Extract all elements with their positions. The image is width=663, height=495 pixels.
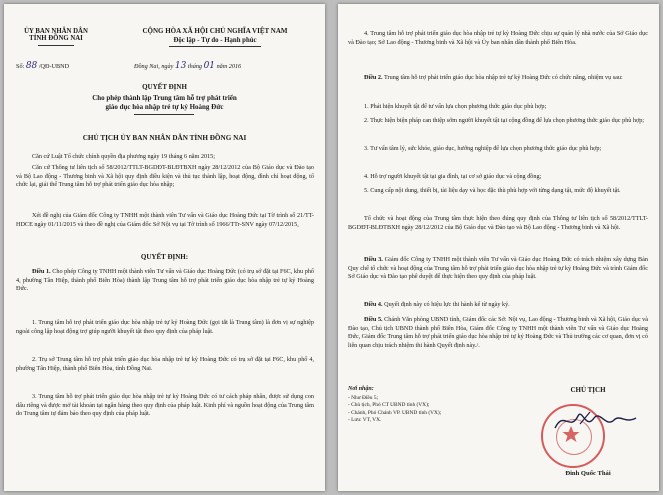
legal-basis-3: Xét đề nghị của Giám đốc Công ty TNHH một thành viên Tư vấn và Giáo dục Hoàng Đức tại Tờ trình số 21/TT-HDCE ngày 01/11/2015 và theo đề nghị của Giám đốc Sở Nội vụ tại Tờ trình số 1966/TTr-SNV ngày 07/12/2015, xyxy=(16,212,314,228)
recipients-list: - Như Điều 5; - Chủ tịch, Phó CT UBND tỉnh (VX); - Chánh, Phó Chánh VP. UBND tỉnh (VX); - Lưu: VT, VX. xyxy=(348,395,442,424)
date-prefix: Đồng Nai, ngày xyxy=(134,63,174,70)
issuing-authority: CHỦ TỊCH ỦY BAN NHÂN DÂN TỈNH ĐỒNG NAI xyxy=(82,134,247,142)
article-1-item-3: 3. Trung tâm hỗ trợ phát triển giáo dục hòa nhập trẻ tự kỷ Hoàng Đức có tư cách pháp nhân, được sử dụng con dấu riêng và được mở tài khoản tại ngân hàng theo quy định của pháp luật. Kinh phí và nguồn hoạt động của Trung tâm do Trung tâm tự đảm bảo theo quy định của pháp luật. xyxy=(16,393,314,418)
document-type: QUYẾT ĐỊNH xyxy=(142,83,187,91)
signer-name: Đinh Quốc Thái xyxy=(565,470,611,477)
legal-basis-2: Căn cứ Thông tư liên tịch số 58/2012/TTLT-BGDĐT-BLĐTBXH ngày 28/12/2012 của Bộ Giáo dục và Đào tạo và Bộ Lao động - Thương binh và Xã hội quy định điều kiện và thủ tục thành lập, hoạt động, đình chỉ hoạt động, tổ chức lại, giải thể Trung tâm hỗ trợ phát triển giáo dục hòa nhập; xyxy=(16,164,314,189)
date-month-label: tháng xyxy=(187,63,203,70)
article-1-item-4: 4. Trung tâm hỗ trợ phát triển giáo dục hòa nhập trẻ tự kỷ Hoàng Đức chịu sự quản lý nhà nước của Sở Giáo dục và Đào tạo; Sở Lao động - Thương binh và Xã hội và Ủy ban nhân dân thành phố Biên Hòa. xyxy=(348,30,648,46)
article-5-label: Điều 5. xyxy=(364,316,383,323)
recipients-title: Nơi nhận: xyxy=(348,386,374,392)
article-4-label: Điều 4. xyxy=(364,301,383,308)
article-1-label: Điều 1. xyxy=(32,268,51,275)
task-2: 2. Thực hiện biện pháp can thiệp sớm người khuyết tật tại cộng đồng để lựa chọn phương thức giáo dục phù hợp; xyxy=(364,117,645,124)
task-4: 4. Hỗ trợ người khuyết tật tại gia đình, tại cơ sở giáo dục và cộng đồng; xyxy=(364,173,542,180)
article-3-text: Giám đốc Công ty TNHH một thành viên Tư vấn và Giáo dục Hoàng Đức có trách nhiệm xây dựng Bản Quy chế tổ chức và hoạt động của Trung tâm hỗ trợ phát triển giáo dục hòa nhập trẻ tự kỷ Hoàng Đức và trình Giám đốc Sở Giáo dục và Đào tạo phê duyệt để thực hiện theo quy định của pháp luật. xyxy=(348,256,649,281)
country-name: CỘNG HÒA XÃ HỘI CHỦ NGHĨA VIỆT NAM xyxy=(142,27,288,35)
document-subject: Cho phép thành lập Trung tâm hỗ trợ phát triển giáo dục hòa nhập trẻ tự kỷ Hoàng Đức xyxy=(92,94,237,111)
task-1: 1. Phát hiện khuyết tật để tư vấn lựa chọn phương thức giáo dục phù hợp; xyxy=(364,103,547,110)
task-5: 5. Cung cấp nội dung, thiết bị, tài liệu dạy và học đặc thù phù hợp với từng dạng tật, mức độ khuyết tật. xyxy=(364,187,621,194)
date-month-handwritten: 01 xyxy=(203,61,216,71)
date-year: năm 2016 xyxy=(216,63,242,70)
national-motto: Độc lập - Tự do - Hạnh phúc xyxy=(173,37,257,44)
article-3-label: Điều 3. xyxy=(364,256,383,263)
number-handwritten: 88 xyxy=(25,61,38,71)
article-2 xyxy=(348,74,648,83)
legal-basis-1: Căn cứ Luật Tổ chức chính quyền địa phương ngày 19 tháng 6 năm 2015; xyxy=(32,153,215,160)
article-5-text: Chánh Văn phòng UBND tỉnh, Giám đốc các Sở: Nội vụ, Lao động - Thương binh và Xã hội, Giáo dục và Đào tạo, Chủ tịch UBND thành phố Biên Hòa, Giám đốc Công ty TNHH một thành viên Tư vấn và Giáo dục Hoàng Đức, Giám đốc Trung tâm hỗ trợ phát triển giáo dục hòa nhập trẻ tự kỷ Hoàng Đức và Thủ trưởng các cơ quan, đơn vị có liên quan chịu trách nhiệm thi hành Quyết định này./. xyxy=(348,316,649,349)
motto-underline xyxy=(169,46,261,47)
decision-page-1 xyxy=(4,4,325,491)
article-1 xyxy=(16,268,314,294)
article-2-text: Trung tâm hỗ trợ phát triển giáo dục hòa nhập trẻ tự kỷ Hoàng Đức có chức năng, nhiệm vụ sau: xyxy=(384,74,623,81)
article-1-item-2: 2. Trụ sở Trung tâm hỗ trợ phát triển giáo dục hòa nhập trẻ tự kỷ Hoàng Đức có trụ sở đặt tại F6C, khu phố 4, phường Tân Hiệp, thành phố Biên Hòa, tỉnh Đồng Nai. xyxy=(16,356,314,372)
article-1-item-1: 1. Trung tâm hỗ trợ phát triển giáo dục hòa nhập trẻ tự kỷ Hoàng Đức (gọi tắt là Trung tâm) là đơn vị sự nghiệp ngoài công lập hoạt động trợ giúp người khuyết tật theo quy định của pháp luật. xyxy=(16,319,314,335)
signature-icon xyxy=(550,406,640,436)
issuing-agency: ỦY BAN NHÂN DÂN TỈNH ĐỒNG NAI xyxy=(24,28,88,43)
date-day-handwritten: 13 xyxy=(174,61,187,71)
subject-underline xyxy=(134,114,194,115)
number-prefix: Số: xyxy=(16,63,25,70)
decision-page-2 xyxy=(338,4,659,491)
article-3 xyxy=(348,256,648,282)
article-4-text: Quyết định này có hiệu lực thi hành kể từ ngày ký. xyxy=(384,301,510,308)
decide-heading: QUYẾT ĐỊNH: xyxy=(140,253,189,261)
number-suffix: /QĐ-UBND xyxy=(38,63,70,70)
signer-title: CHỦ TỊCH xyxy=(570,386,606,394)
article-5 xyxy=(348,316,648,350)
article-4 xyxy=(348,301,648,310)
article-2-label: Điều 2. xyxy=(364,74,383,81)
operation-clause: Tổ chức và hoạt động của Trung tâm thực hiện theo đúng quy định của Thông tư liên tịch số 58/2012/TTLT-BGDĐT-BLĐTBXH ngày 28/12/2012 của Bộ Giáo dục và Đào tạo và Bộ Lao động - Thương binh và Xã hội. xyxy=(348,215,648,231)
document-number xyxy=(16,62,69,72)
agency-underline xyxy=(38,45,74,46)
issue-date xyxy=(134,62,241,72)
article-1-text: Cho phép Công ty TNHH một thành viên Tư vấn và Giáo dục Hoàng Đức (có trụ sở đặt tại F6C, khu phố 4, phường Tân Hiệp, thành phố Biên Hòa) thành lập Trung tâm hỗ trợ phát triển giáo dục hòa nhập trẻ tự kỷ Hoàng Đức. xyxy=(16,268,315,293)
task-3: 3. Tư vấn tâm lý, sức khỏe, giáo dục, hướng nghiệp để lựa chọn phương thức giáo dục phù hợp; xyxy=(364,145,602,152)
